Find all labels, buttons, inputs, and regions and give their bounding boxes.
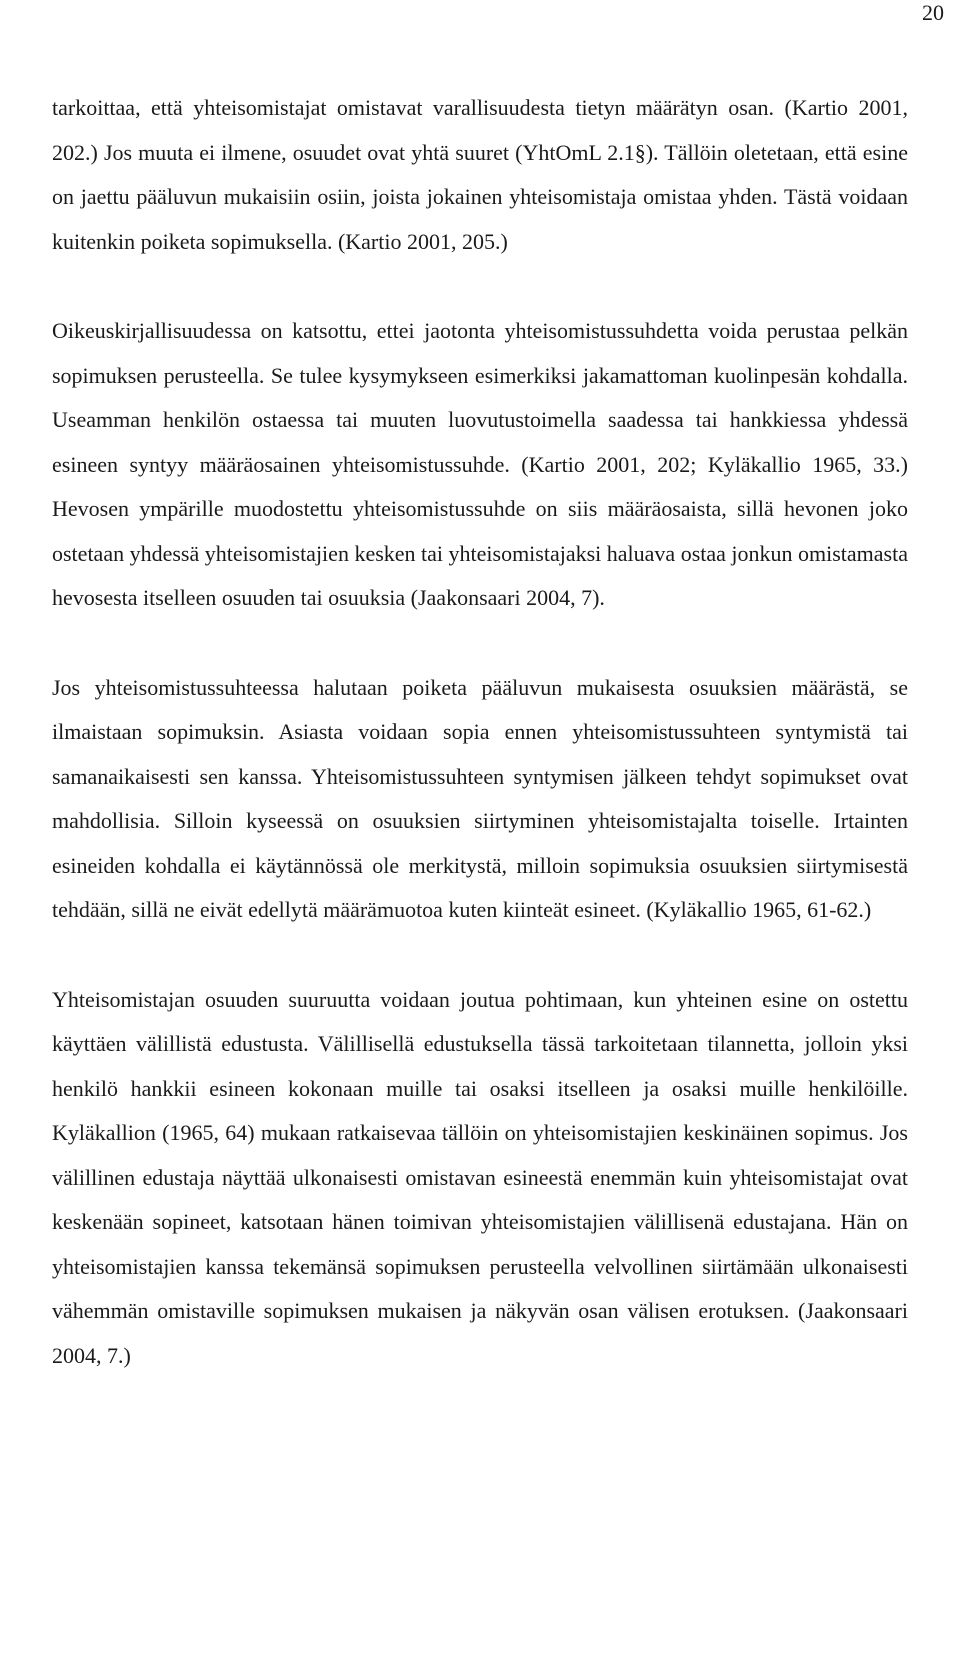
page-number: 20 (922, 0, 944, 25)
paragraph-3: Jos yhteisomistussuhteessa halutaan poiketa pääluvun mukaisesta osuuksien määrästä, se ilmaistaan sopimuksin. Asiasta voidaan sopia ennen yhteisomistussuhteen syntymistä tai samanaikaisesti sen kanssa. Yhteisomistussuhteen syntymisen jälkeen tehdyt sopimukset ovat mahdollisia. Silloin kyseessä on osuuksien siirtyminen yhteisomistajalta toiselle. Irtainten esineiden kohdalla ei käytännössä ole merkitystä, milloin sopimuksia osuuksien siirtymisestä tehdään, sillä ne eivät edellytä määrämuotoa kuten kiinteät esineet. (Kyläkallio 1965, 61-62.) (52, 674, 908, 922)
paragraph-1: tarkoittaa, että yhteisomistajat omistavat varallisuudesta tietyn määrätyn osan. (Kartio 2001, 202.) Jos muuta ei ilmene, osuudet ovat yhtä suuret (YhtOmL 2.1§). Tällöin oletetaan, että esine on jaettu pääluvun mukaisiin osiin, joista jokainen yhteisomistaja omistaa yhden. Tästä voidaan kuitenkin poiketa sopimuksella. (Kartio 2001, 205.) (52, 95, 908, 254)
paragraph-2: Oikeuskirjallisuudessa on katsottu, ettei jaotonta yhteisomistussuhdetta voida perustaa pelkän sopimuksen perusteella. Se tulee kysymykseen esimerkiksi jakamattoman kuolinpesän kohdalla. Useamman henkilön ostaessa tai muuten luovutustoimella saadessa tai hankkiessa yhdessä esineen syntyy määräosainen yhteisomistussuhde. (Kartio 2001, 202; Kyläkallio 1965, 33.) Hevosen ympärille muodostettu yhteisomistussuhde on siis määräosaista, sillä hevonen joko ostetaan yhdessä yhteisomistajien kesken tai yhteisomistajaksi haluava ostaa jonkun omistamasta hevosesta itselleen osuuden tai osuuksia (Jaakonsaari 2004, 7). (52, 318, 908, 610)
paragraph-4: Yhteisomistajan osuuden suuruutta voidaan joutua pohtimaan, kun yhteinen esine on ostettu käyttäen välillistä edustusta. Välillisellä edustuksella tässä tarkoitetaan tilannetta, jolloin yksi henkilö hankkii esineen kokonaan muille tai osaksi itselleen ja osaksi muille henkilöille. Kyläkallion (1965, 64) mukaan ratkaisevaa tällöin on yhteisomistajien keskinäinen sopimus. Jos välillinen edustaja näyttää ulkonaisesti omistavan esineestä enemmän kuin yhteisomistajat ovat keskenään sopineet, katsotaan hänen toimivan yhteisomistajien välillisenä edustajana. Hän on yhteisomistajien kanssa tekemänsä sopimuksen perusteella velvollinen siirtämään ulkonaisesti vähemmän omistaville sopimuksen mukaisen ja näkyvän osan välisen erotuksen. (Jaakonsaari 2004, 7.) (52, 986, 908, 1368)
